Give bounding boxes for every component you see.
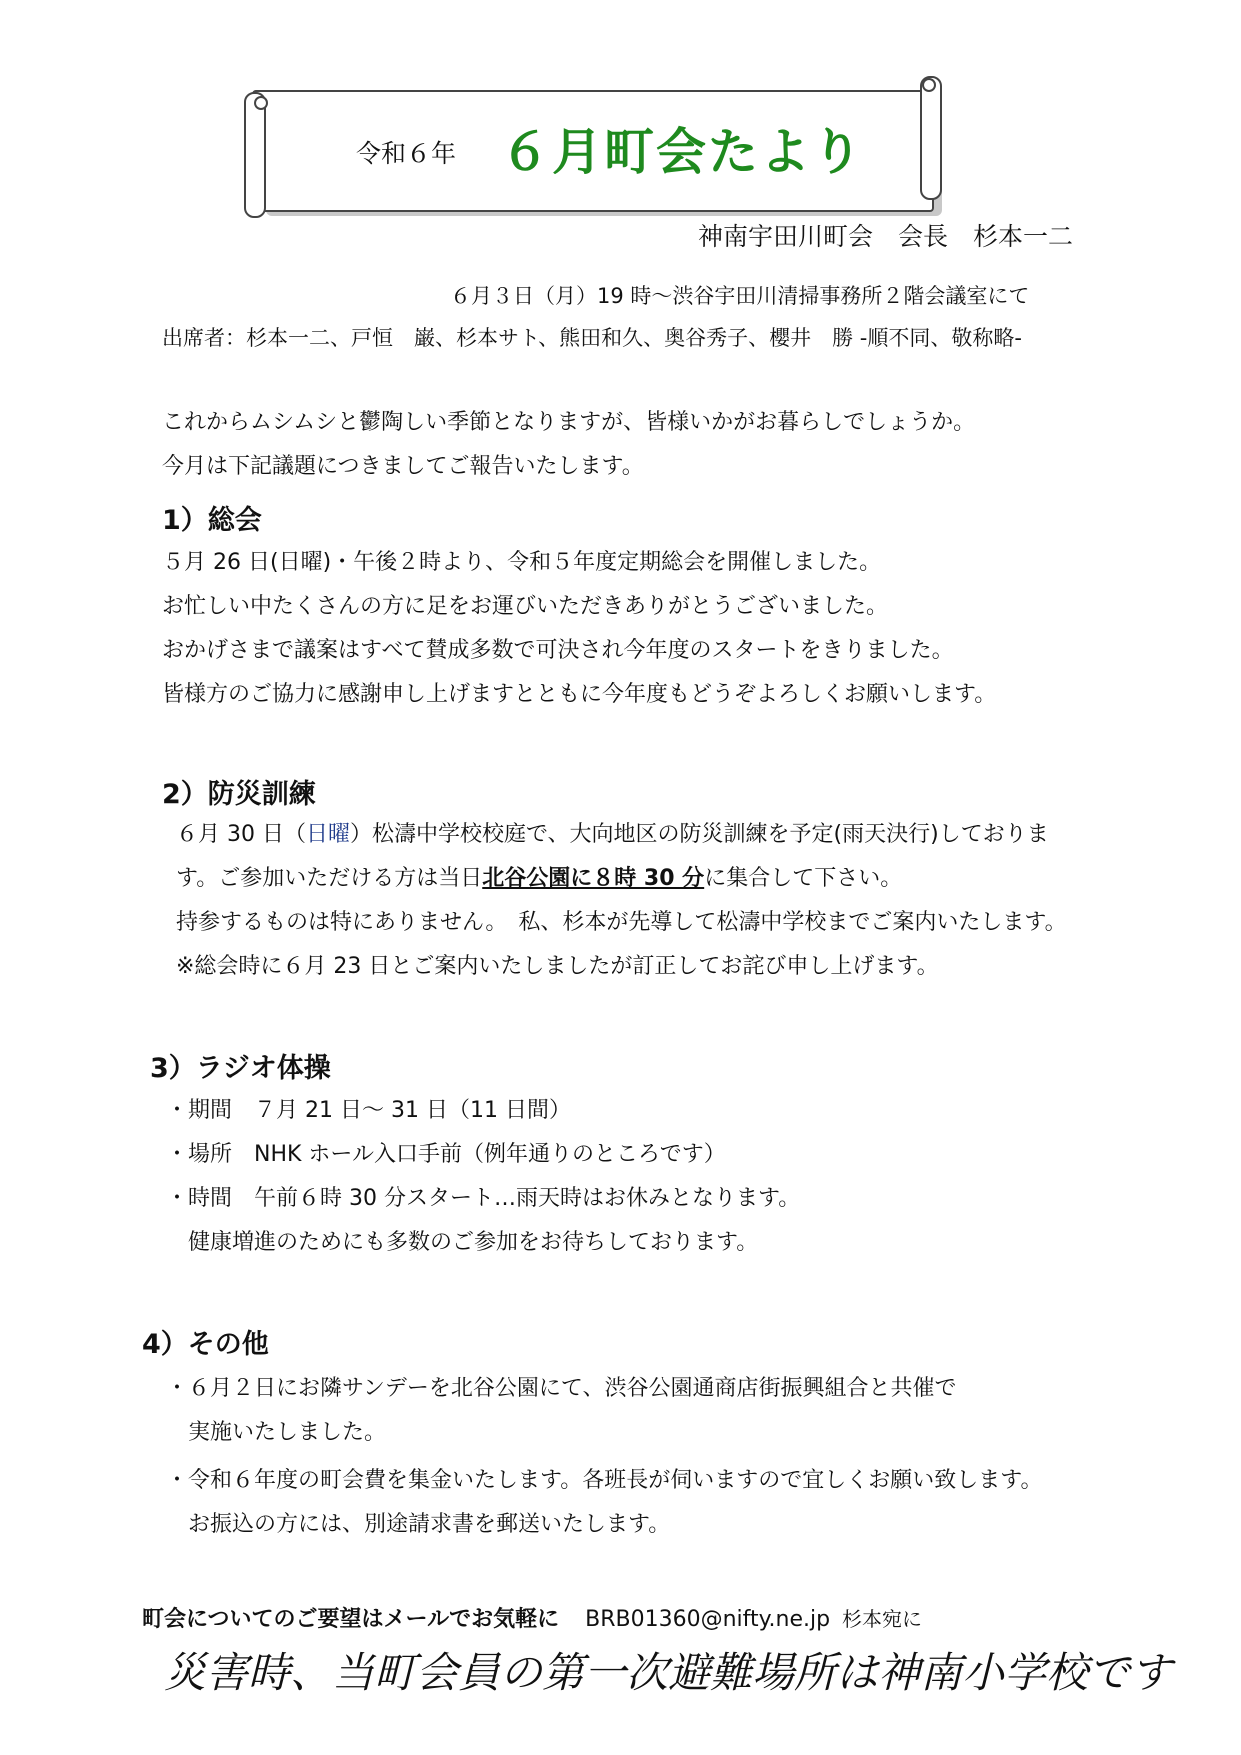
author-line: 神南宇田川町会 会長 杉本一二 <box>698 222 1074 251</box>
section4-line-2: 実施いたしました。 <box>166 1420 387 1445</box>
section-heading-radio-exercise: 3）ラジオ体操 <box>150 1053 331 1084</box>
section2-line-2 <box>176 866 902 892</box>
section1-line-2: お忙しい中たくさんの方に足をお運びいただきありがとうございました。 <box>162 594 889 619</box>
banner-curl-dot-right <box>922 78 936 92</box>
contact-email: BRB01360@nifty.ne.jp <box>585 1607 831 1632</box>
drill-desc: ）松濤中学校校庭で、大向地区の防災訓練を予定(雨天決行)しておりま <box>350 822 1049 847</box>
banner-right-curl <box>920 76 942 200</box>
banner-curl-dot-left <box>254 96 268 110</box>
section-heading-other: 4）その他 <box>142 1329 269 1360</box>
section2-line-3: 持参するものは特にありません。 私、杉本が先導して松濤中学校までご案内いたします。 <box>176 910 1067 935</box>
section2-line-4: ※総会時に６月 23 日とご案内いたしましたが訂正してお詫び申し上げます。 <box>176 954 939 979</box>
intro-line-2: 今月は下記議題につきましてご報告いたします。 <box>162 454 644 479</box>
meeting-info: ６月３日（月）19 時～渋谷宇田川清掃事務所２階会議室にて <box>450 284 1030 308</box>
section1-line-1: ５月 26 日(日曜)・午後２時より、令和５年度定期総会を開催しました。 <box>162 550 882 575</box>
attendees: 出席者：杉本一二、戸恒 巌、杉本サト、熊田和久、奥谷秀子、櫻井 勝 -順不同、敬称略- <box>162 326 1022 350</box>
contact-text: 町会についてのご要望はメールでお気軽に <box>142 1607 560 1632</box>
evacuation-notice: 災害時、当町会員の第一次避難場所は神南小学校です <box>164 1648 1173 1697</box>
section-heading-disaster-drill: 2）防災訓練 <box>162 779 316 810</box>
section3-line-3: ・時間 午前６時 30 分スタート…雨天時はお休みとなります。 <box>166 1186 801 1211</box>
drill-join: す。ご参加いただける方は当日 <box>176 866 483 891</box>
section4-line-4: お振込の方には、別途請求書を郵送いたします。 <box>166 1512 671 1537</box>
section2-line-1 <box>176 822 1049 848</box>
page-title: ６月町会たより <box>500 123 864 181</box>
banner-year: 令和６年 <box>356 139 457 168</box>
drill-day: 日曜 <box>305 822 350 847</box>
contact-line <box>142 1602 922 1633</box>
banner-left-curl <box>244 92 266 218</box>
section1-line-3: おかげさまで議案はすべて賛成多数で可決され今年度のスタートをきりました。 <box>162 638 954 663</box>
drill-meeting-point: 北谷公園に８時 30 分 <box>482 866 705 891</box>
drill-join-end: に集合して下さい。 <box>704 866 903 891</box>
section3-line-4: 健康増進のためにも多数のご参加をお待ちしております。 <box>166 1230 759 1255</box>
section3-line-1: ・期間 ７月 21 日～ 31 日（11 日間） <box>166 1098 571 1123</box>
intro-line-1: これからムシムシと鬱陶しい季節となりますが、皆様いかがお暮らしでしょうか。 <box>162 410 976 435</box>
drill-date: ６月 30 日（ <box>176 822 306 847</box>
section3-line-2: ・場所 NHK ホール入口手前（例年通りのところです） <box>166 1142 726 1167</box>
section1-line-4: 皆様方のご協力に感謝申し上げますとともに今年度もどうぞよろしくお願いします。 <box>162 682 997 707</box>
section-heading-general-meeting: 1）総会 <box>162 505 262 536</box>
contact-suffix: 杉本宛に <box>842 1607 923 1631</box>
section4-line-3: ・令和６年度の町会費を集金いたします。各班長が伺いますので宜しくお願い致します。 <box>166 1468 1043 1493</box>
section4-line-1: ・６月２日にお隣サンデーを北谷公園にて、渋谷公園通商店街振興組合と共催で <box>166 1376 957 1401</box>
